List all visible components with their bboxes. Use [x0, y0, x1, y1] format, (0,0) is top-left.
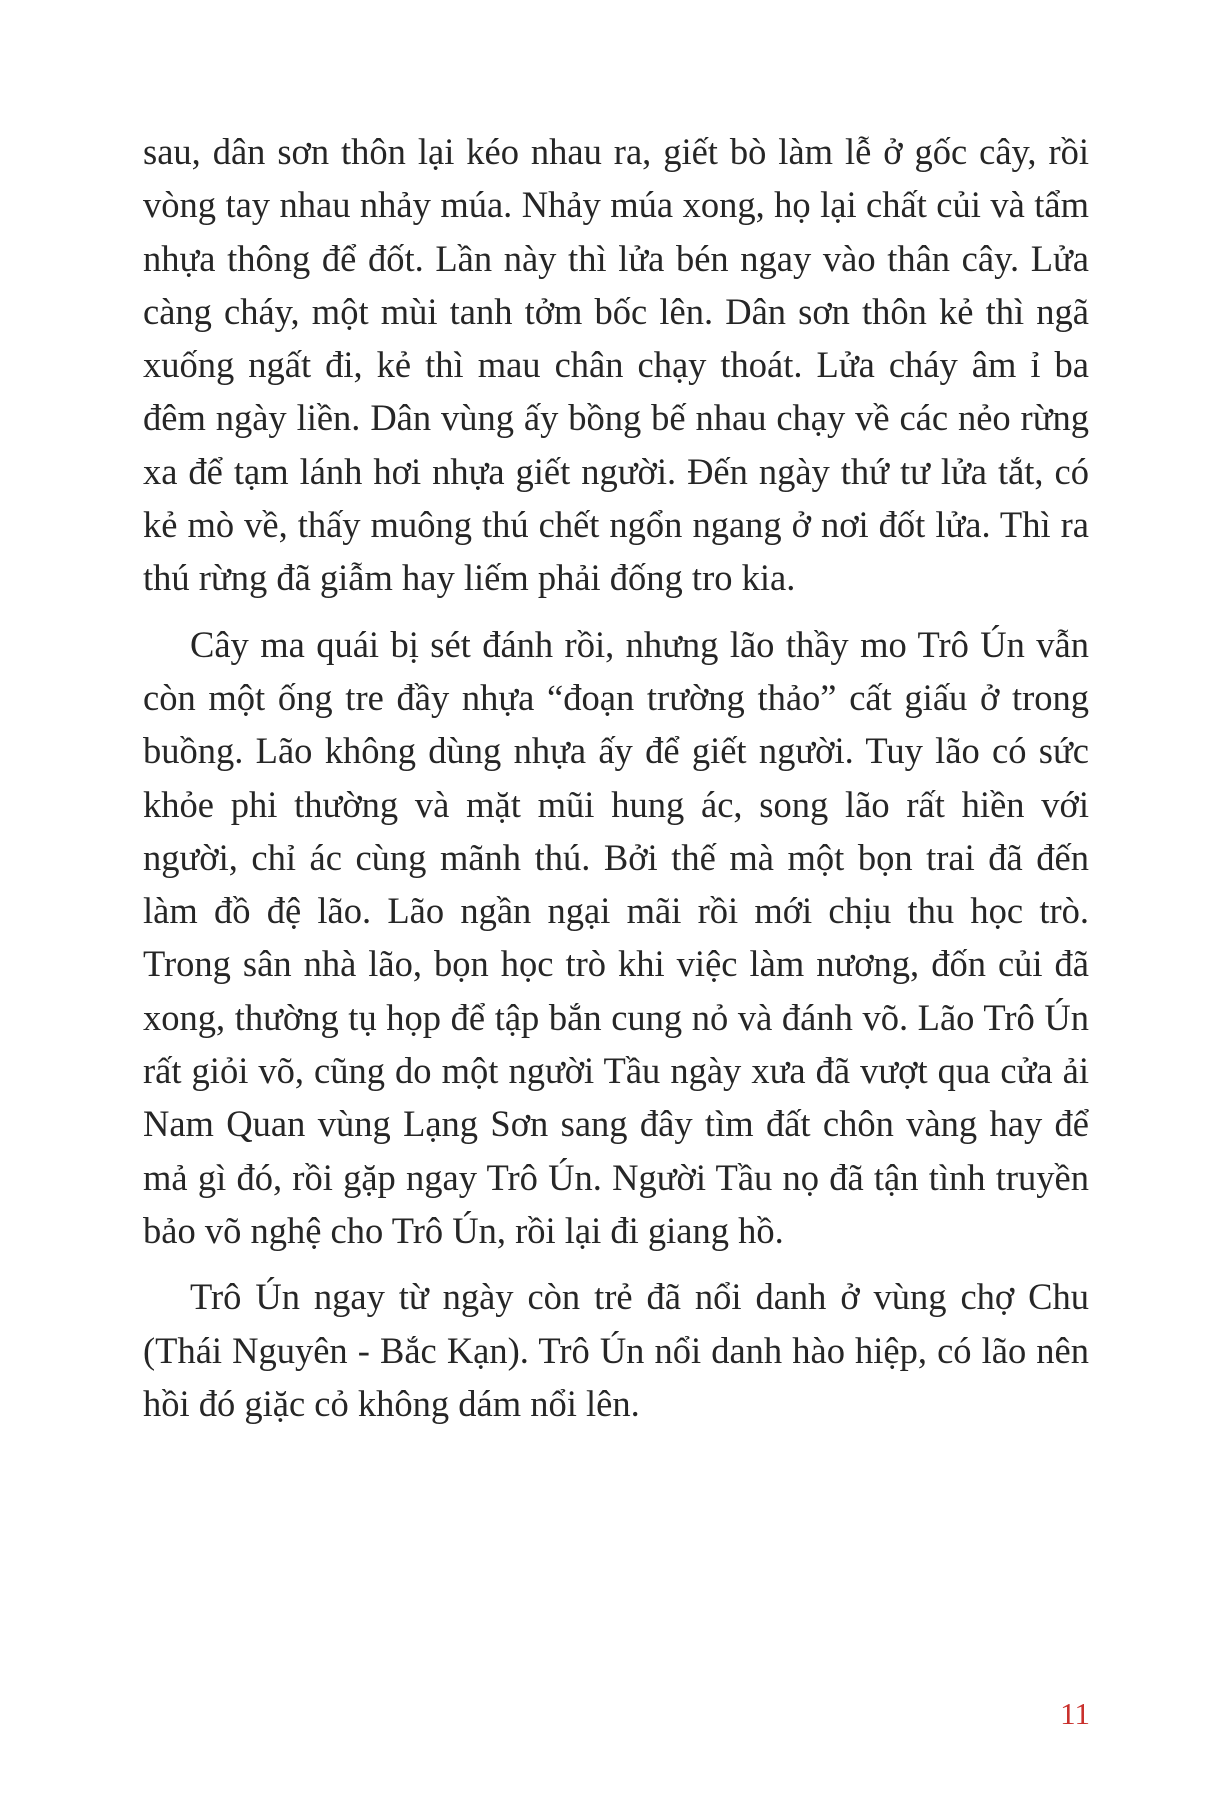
- page-body: [143, 125, 1089, 1430]
- paragraph-2: Cây ma quái bị sét đánh rồi, nhưng lão thầy mo Trô Ún vẫn còn một ống tre đầy nhựa “đoạn trường thảo” cất giấu ở trong buồng. Lão không dùng nhựa ấy để giết người. Tuy lão có sức khỏe phi thường và mặt mũi hung ác, song lão rất hiền với người, chỉ ác cùng mãnh thú. Bởi thế mà một bọn trai đã đến làm đồ đệ lão. Lão ngần ngại mãi rồi mới chịu thu học trò. Trong sân nhà lão, bọn học trò khi việc làm nương, đốn củi đã xong, thường tụ họp để tập bắn cung nỏ và đánh võ. Lão Trô Ún rất giỏi võ, cũng do một người Tầu ngày xưa đã vượt qua cửa ải Nam Quan vùng Lạng Sơn sang đây tìm đất chôn vàng hay để mả gì đó, rồi gặp ngay Trô Ún. Người Tầu nọ đã tận tình truyền bảo võ nghệ cho Trô Ún, rồi lại đi giang hồ.: [143, 623, 1089, 1251]
- paragraph-3: Trô Ún ngay từ ngày còn trẻ đã nổi danh ở vùng chợ Chu (Thái Nguyên - Bắc Kạn). Trô Ún nổi danh hào hiệp, có lão nên hồi đó giặc cỏ không dám nổi lên.: [143, 1276, 1089, 1424]
- page-number: 11: [1060, 1696, 1090, 1731]
- paragraph-1: sau, dân sơn thôn lại kéo nhau ra, giết bò làm lễ ở gốc cây, rồi vòng tay nhau nhảy múa. Nhảy múa xong, họ lại chất củi và tẩm nhựa thông để đốt. Lần này thì lửa bén ngay vào thân cây. Lửa càng cháy, một mùi tanh tởm bốc lên. Dân sơn thôn kẻ thì ngã xuống ngất đi, kẻ thì mau chân chạy thoát. Lửa cháy âm ỉ ba đêm ngày liền. Dân vùng ấy bồng bế nhau chạy về các nẻo rừng xa để tạm lánh hơi nhựa giết người. Đến ngày thứ tư lửa tắt, có kẻ mò về, thấy muông thú chết ngổn ngang ở nơi đốt lửa. Thì ra thú rừng đã giẫm hay liếm phải đống tro kia.: [143, 131, 1089, 599]
